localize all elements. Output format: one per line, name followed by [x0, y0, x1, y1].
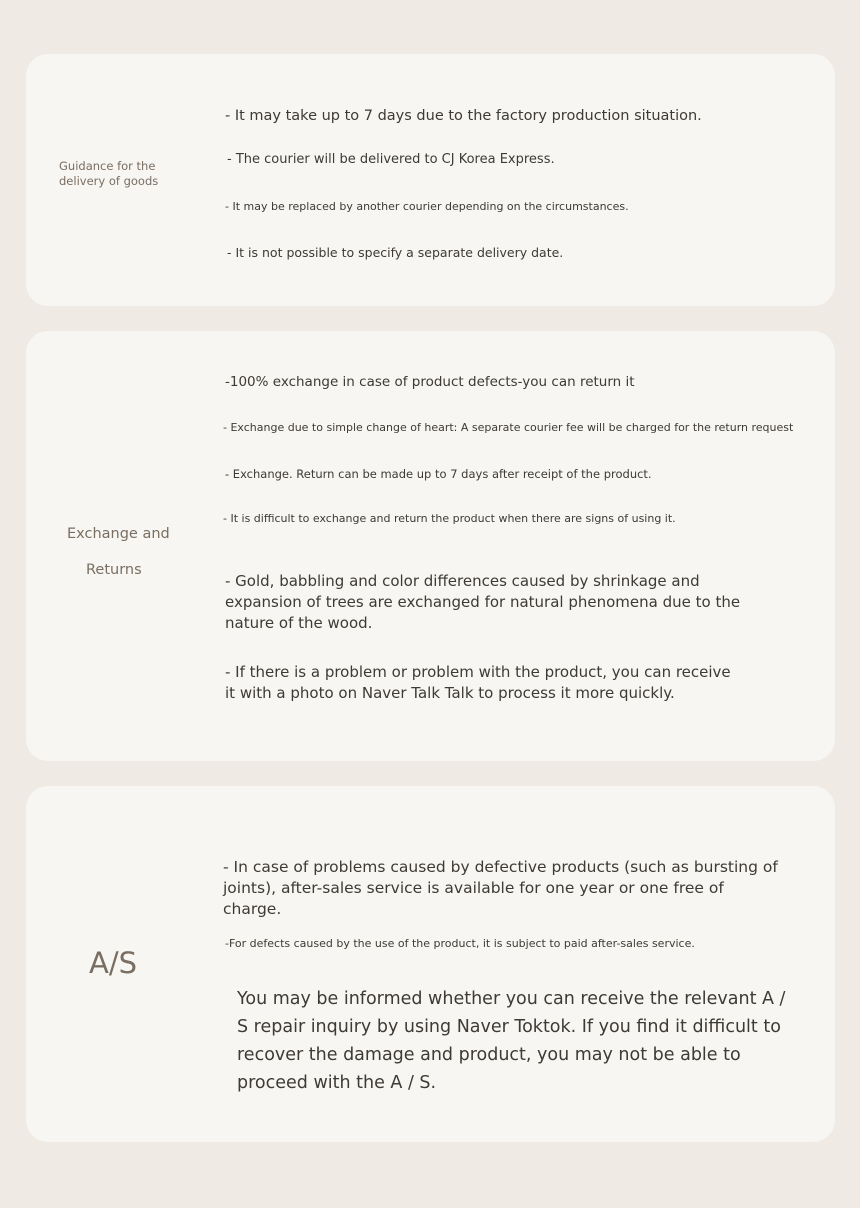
after-sales-item: You may be informed whether you can receive the relevant A / S repair inquiry by using Naver Toktok. If you find it difficult to recover the damage and product, you may not be able to proceed with the A / S.: [237, 989, 786, 1093]
exchange-returns-label-line1: Exchange and: [67, 526, 170, 542]
delivery-item: - The courier will be delivered to CJ Korea Express.: [227, 152, 555, 167]
exchange-item: - If there is a problem or problem with the product, you can receive it with a photo on Naver Talk Talk to process it more quickly.: [225, 663, 731, 702]
exchange-returns-label: [67, 516, 170, 588]
delivery-item: - It may take up to 7 days due to the factory production situation.: [225, 108, 702, 124]
delivery-guidance-card: [26, 54, 835, 306]
exchange-item: - Exchange. Return can be made up to 7 days after receipt of the product.: [225, 467, 652, 481]
delivery-guidance-label-line2: delivery of goods: [59, 174, 159, 188]
exchange-item: -100% exchange in case of product defects-you can return it: [225, 374, 635, 390]
after-sales-item: - In case of problems caused by defective products (such as bursting of joints), after-sales service is available for one year or one free of charge.: [223, 858, 778, 918]
after-sales-label: A/S: [89, 946, 138, 980]
delivery-guidance-label-line1: Guidance for the: [59, 159, 156, 173]
exchange-returns-card: [26, 331, 835, 761]
exchange-item: - Exchange due to simple change of heart: A separate courier fee will be charged for the return request: [223, 421, 794, 434]
delivery-item: - It may be replaced by another courier depending on the circumstances.: [225, 200, 629, 213]
exchange-item: - Gold, babbling and color differences caused by shrinkage and expansion of trees are exchanged for natural phenomena due to the nature of the wood.: [225, 572, 741, 632]
delivery-guidance-label: [59, 159, 158, 189]
after-sales-card: [26, 786, 835, 1142]
after-sales-item: -For defects caused by the use of the product, it is subject to paid after-sales service.: [225, 937, 695, 950]
exchange-returns-label-line2: Returns: [86, 562, 142, 578]
delivery-item: - It is not possible to specify a separate delivery date.: [227, 245, 564, 260]
exchange-item: - It is difficult to exchange and return the product when there are signs of using it.: [223, 512, 676, 525]
